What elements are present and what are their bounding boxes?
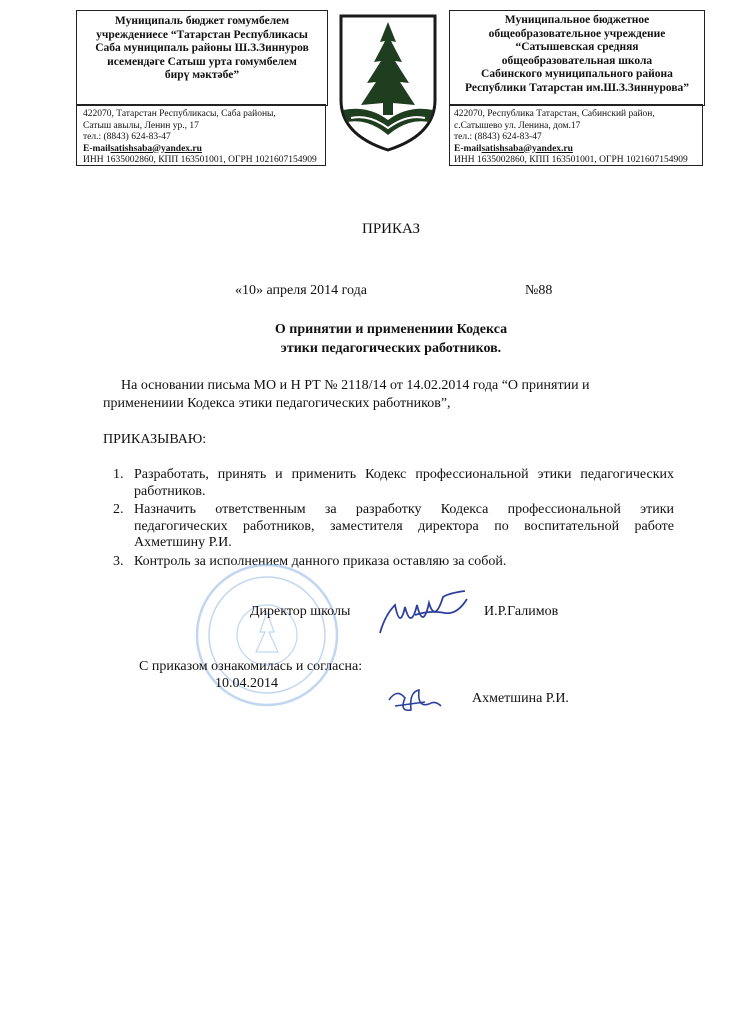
doc-preamble: На основании письма МО и Н РТ № 2118/14 от 14.02.2014 года “О принятии и применениии Кодекса этики педагогических работников”,	[103, 378, 590, 411]
header-right-address2: с.Сатышево ул. Ленина, дом.17	[454, 120, 581, 131]
header-right-title: Муниципальное бюджетное общеобразовательное учреждение “Сатышевская средняя общеобразовательная школа Сабинского муниципального района Республики Татарстан им.Ш.З.Зиннурова”	[464, 14, 690, 94]
ack-date: 10.04.2014	[215, 676, 278, 691]
header-left-email: E-mailsatishsaba@yandex.ru	[83, 143, 202, 154]
list-item: 3. Контроль за исполнением данного приказа оставляю за собой.	[113, 553, 507, 569]
doc-items	[104, 467, 674, 570]
header-right-phone: тел.: (8843) 624-83-47	[454, 132, 542, 142]
director-signature-icon	[375, 585, 475, 640]
ack-signature-icon	[385, 680, 445, 720]
header-right-address: 422070, Республика Татарстан, Сабинский район,	[454, 109, 655, 119]
doc-order-word: ПРИКАЗЫВАЮ:	[103, 432, 207, 447]
director-title: Директор школы	[250, 604, 351, 619]
header-left-address-box	[76, 104, 326, 166]
header-left-phone: тел.: (8843) 624-83-47	[83, 132, 171, 142]
ack-name: Ахметшина Р.И.	[472, 691, 569, 706]
list-item: 1. Разработать, принять и применить Кодекс профессиональной этики педагогических работников.	[113, 467, 674, 499]
doc-date: «10» апреля 2014 года	[235, 283, 367, 298]
fir-tree-emblem-icon	[333, 10, 443, 155]
doc-number: №88	[525, 283, 553, 298]
ack-text: С приказом ознакомилась и согласна:	[139, 659, 363, 674]
header-right-address-box	[449, 104, 703, 166]
header-left-title: Муниципаль бюджет гомумбелем учреждениесе “Татарстан Республикасы Саба муниципаль районы Ш.З.Зиннуров исемендәге Сатыш урта гомумбелем бирү мәктәбе”	[95, 15, 309, 81]
doc-title: ПРИКАЗ	[362, 221, 420, 237]
header-right-title-box	[449, 10, 705, 106]
header-right-email: E-mailsatishsaba@yandex.ru	[454, 143, 573, 154]
header-right-requisites: ИНН 1635002860, КПП 163501001, ОГРН 1021607154909	[454, 155, 688, 165]
header-left-title-box	[76, 10, 328, 106]
director-name: И.Р.Галимов	[484, 604, 559, 619]
header-left-address2: Сатыш авылы, Ленин ур., 17	[83, 120, 199, 131]
doc-subject: О принятии и применениии Кодекса этики педагогических работников.	[274, 322, 508, 356]
list-item: 2. Назначить ответственным за разработку Кодекса профессиональной этики педагогических работников, заместителя директора по воспитательной работе Ахметшину Р.И.	[113, 502, 674, 550]
header-left-address: 422070, Татарстан Республикасы, Саба районы,	[83, 109, 276, 119]
header-left-requisites: ИНН 1635002860, КПП 163501001, ОГРН 1021607154909	[83, 155, 317, 165]
